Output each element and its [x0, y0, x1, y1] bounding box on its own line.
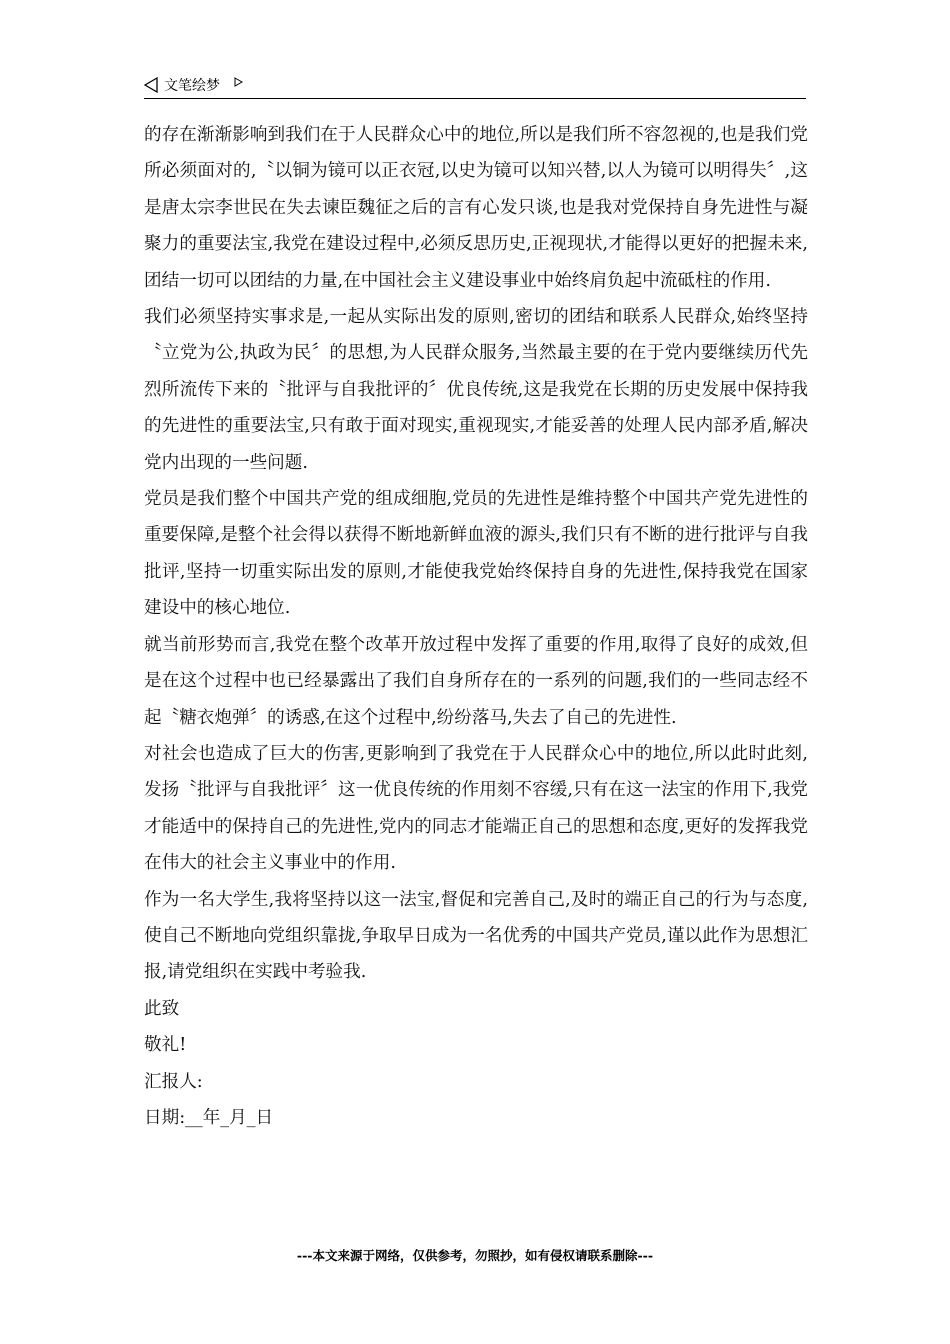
paragraph-2: 我们必须坚持实事求是,一起从实际出发的原则,密切的团结和联系人民群众,始终坚持〝立党为公,执政为民〞的思想,为人民群众服务,当然最主要的在于党内要继续历代先烈所流传下来的〝批评与自我批评的〞优良传统,这是我党在长期的历史发展中保持我的先进性的重要法宝,只有敢于面对现实,重视现实,才能妥善的处理人民内部矛盾,解决党内出现的一些问题.: [144, 307, 808, 473]
closing-respect: 敬礼!: [144, 1035, 187, 1056]
paragraph-4: 就当前形势而言,我党在整个改革开放过程中发挥了重要的作用,取得了良好的成效,但是在这个过程中也已经暴露出了我们自身所存在的一系列的问题,我们的一些同志经不起〝糖衣炮弹〞的诱惑,在这个过程中,纷纷落马,失去了自己的先进性.: [144, 634, 808, 728]
reporter-line: 汇报人:: [144, 1071, 203, 1092]
date-line: 日期:__年_月_日: [144, 1107, 274, 1128]
header-brand: 文笔绘梦: [164, 78, 220, 94]
paragraph-5: 对社会也造成了巨大的伤害,更影响到了我党在于人民群众心中的地位,所以此时此刻,发扬〝批评与自我批评〞这一优良传统的作用刻不容缓,只有在这一法宝的作用下,我党才能适中的保持自己的先进性,党内的同志才能端正自己的思想和态度,更好的发挥我党在伟大的社会主义事业中的作用.: [144, 743, 808, 874]
page-footer: ---本文来源于网络，仅供参考，勿照抄，如有侵权请联系删除---: [296, 1248, 654, 1263]
triangle-left-icon: [144, 77, 158, 99]
paragraph-3: 党员是我们整个中国共产党的组成细胞,党员的先进性是维持整个中国共产党先进性的重要保障,是整个社会得以获得不断地新鲜血液的源头,我们只有不断的进行批评与自我批评,坚持一切重实际出发的原则,才能使我党始终保持自身的先进性,保持我党在国家建设中的核心地位.: [144, 489, 808, 619]
closing-salutation: 此致: [144, 998, 180, 1019]
paragraph-1: 的存在渐渐影响到我们在于人民群众心中的地位,所以是我们所不容忽视的,也是我们党所必须面对的,〝以铜为镜可以正衣冠,以史为镜可以知兴替,以人为镜可以明得失〞,这是唐太宗李世民在失去谏臣魏征之后的言有心发只谈,也是我对党保持自身先进性与凝聚力的重要法宝,我党在建设过程中,必须反思历史,正视现状,才能得以更好的把握未来,团结一切可以团结的力量,在中国社会主义建设事业中始终肩负起中流砥柱的作用.: [144, 125, 808, 291]
page-header: [144, 76, 806, 99]
triangle-right-icon: [234, 74, 243, 94]
paragraph-6: 作为一名大学生,我将坚持以这一法宝,督促和完善自己,及时的端正自己的行为与态度,使自己不断地向党组织靠拢,争取早日成为一名优秀的中国共产党员,谨以此作为思想汇报,请党组织在实践中考验我.: [144, 889, 808, 983]
document-body: [144, 117, 808, 1136]
